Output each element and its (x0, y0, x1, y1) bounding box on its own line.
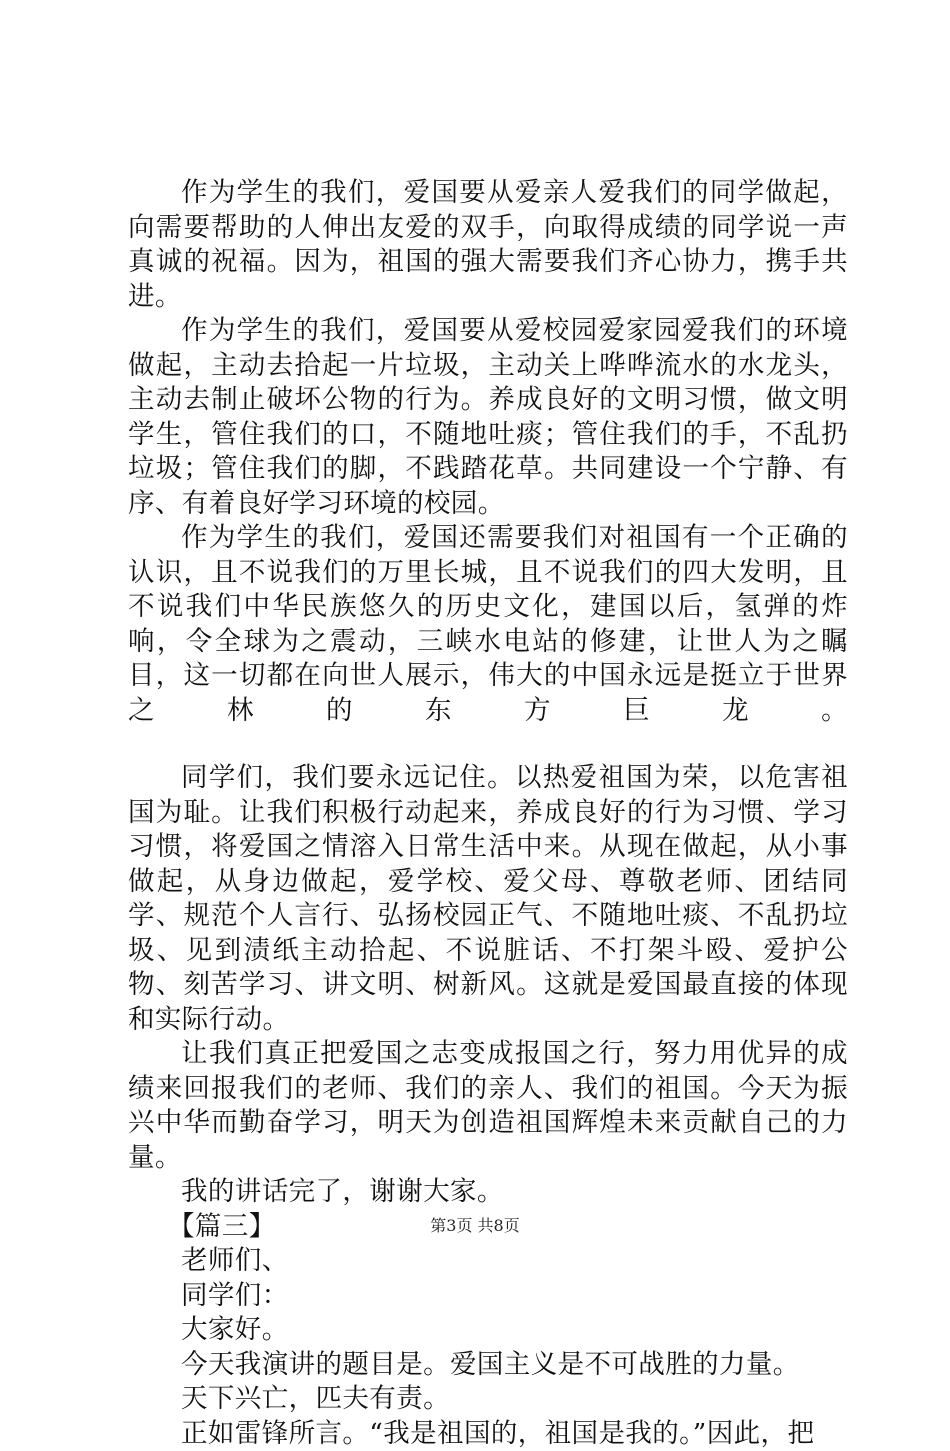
document-body (128, 176, 848, 1451)
page-number-footer: 第3页 共8页 (0, 1216, 950, 1236)
paragraph: 同学们，我们要永远记住。以热爱祖国为荣，以危害祖国为耻。让我们积极行动起来，养成良好的行为习惯、学习习惯，将爱国之情溶入日常生活中来。从现在做起，从小事做起，从身边做起，爱学校、爱父母、尊敬老师、团结同学、规范个人言行、弘扬校园正气、不随地吐痰、不乱扔垃圾、见到渍纸主动拾起、不说脏话、不打架斗殴、爱护公物、刻苦学习、讲文明、树新风。这就是爱国最直接的体现和实际行动。 (128, 761, 848, 1037)
paragraph: 让我们真正把爱国之志变成报国之行，努力用优异的成绩来回报我们的老师、我们的亲人、我们的祖国。今天为振兴中华而勤奋学习，明天为创造祖国辉煌未来贡献自己的力量。 (128, 1037, 848, 1175)
section-heading: 【篇三】 (128, 1210, 848, 1245)
paragraph-spacer (128, 728, 848, 761)
paragraph: 作为学生的我们，爱国要从爱校园爱家园爱我们的环境做起，主动去拾起一片垃圾，主动关上哗哗流水的水龙头，主动去制止破坏公物的行为。养成良好的文明习惯，做文明学生，管住我们的口，不随地吐痰；管住我们的手，不乱扔垃圾；管住我们的脚，不践踏花草。共同建设一个宁静、有序、有着良好学习环境的校园。 (128, 314, 848, 521)
body-line: 今天我演讲的题目是。爱国主义是不可战胜的力量。 (128, 1348, 848, 1383)
paragraph: 作为学生的我们，爱国要从爱亲人爱我们的同学做起，向需要帮助的人伸出友爱的双手，向取得成绩的同学说一声真诚的祝福。因为，祖国的强大需要我们齐心协力，携手共进。 (128, 176, 848, 314)
salutation-line: 同学们： (128, 1279, 848, 1314)
paragraph: 作为学生的我们，爱国还需要我们对祖国有一个正确的认识，且不说我们的万里长城，且不说我们的四大发明，且不说我们中华民族悠久的历史文化，建国以后，氢弹的炸响，令全球为之震动，三峡水电站的修建，让世人为之瞩目，这一切都在向世人展示，伟大的中国永远是挺立于世界之林的东方巨龙。 (128, 521, 848, 728)
body-line: 正如雷锋所言。“我是祖国的，祖国是我的。”因此，把 (128, 1417, 848, 1451)
closing-line: 我的讲话完了，谢谢大家。 (128, 1175, 848, 1210)
salutation-line: 老师们、 (128, 1244, 848, 1279)
greeting-line: 大家好。 (128, 1313, 848, 1348)
body-line: 天下兴亡，匹夫有责。 (128, 1382, 848, 1417)
